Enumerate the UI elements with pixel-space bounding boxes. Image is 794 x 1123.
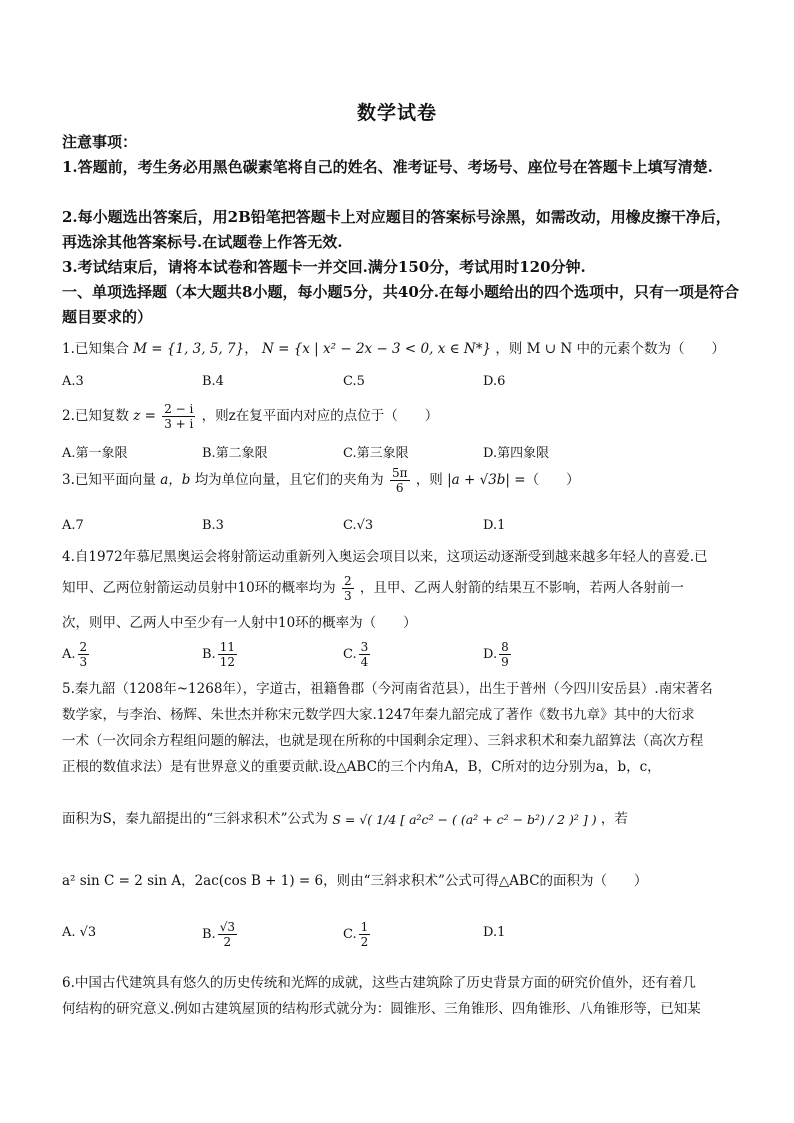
- q3-vectors: a，b: [160, 472, 191, 488]
- q4-option-a-num: 2: [79, 640, 88, 654]
- q5-formula: S = √( 1/4 [ a²c² − ( (a² + c² − b²) / 2 )² ] ): [332, 811, 597, 827]
- q3-pre: 3.已知平面向量: [62, 472, 156, 488]
- q5-option-b[interactable]: [202, 920, 239, 949]
- q6-line-1: 6.中国古代建筑具有悠久的历史传统和光辉的成就，这些古建筑除了历史背景方面的研究价值外，还有着几: [62, 975, 696, 991]
- q4-option-d-frac: [499, 640, 511, 669]
- q4-option-a-den: 3: [79, 655, 88, 669]
- q5-option-d[interactable]: D.1: [483, 925, 506, 940]
- q4-option-d-label: D.: [483, 647, 498, 662]
- q4-option-b-frac: [218, 640, 237, 669]
- q5-option-c-num: 1: [360, 920, 369, 934]
- notice-item-3: 3.考试结束后，请将本试卷和答题卡一并交回.满分150分，考试用时120分钟.: [62, 258, 586, 276]
- q4-option-c-num: 3: [360, 640, 369, 654]
- q5-option-c-label: C.: [343, 927, 357, 942]
- q4-numerator: 2: [343, 574, 352, 588]
- q5-option-c-frac: [359, 920, 371, 949]
- q3-option-c[interactable]: C.√3: [343, 518, 374, 533]
- q5-line-6: a² sin C = 2 sin A，2ac(cos B + 1) = 6，则由“三斜求积术”公式可得△ABC的面积为（ ）: [62, 873, 648, 889]
- q4-option-b[interactable]: [202, 640, 239, 669]
- q5-option-c[interactable]: [343, 920, 372, 949]
- q4-option-b-num: 11: [219, 640, 235, 654]
- q5-line-5-post: ，若: [600, 811, 628, 827]
- q5-line-1: 5.秦九韶（1208年~1268年），字道古，祖籍鲁郡（今河南省范县），出生于普州（今四川安岳县）.南宋著名: [62, 681, 713, 697]
- q4-option-a-label: A.: [62, 647, 76, 662]
- q2-pre: 2.已知复数: [62, 408, 129, 424]
- notice-item-1: 1.答题前，考生务必用黑色碳素笔将自己的姓名、准考证号、考场号、座位号在答题卡上填写清楚.: [62, 158, 713, 176]
- q5-option-b-num: √3: [219, 920, 235, 934]
- q5-option-b-den: 2: [223, 935, 232, 949]
- q2-denominator: 3 + i: [164, 417, 194, 431]
- q4-option-c-label: C.: [343, 647, 357, 662]
- q4-option-a-frac: [78, 640, 90, 669]
- q1-option-c[interactable]: C.5: [343, 374, 365, 389]
- q4-option-b-label: B.: [202, 647, 216, 662]
- q1-post: ，则 M ∪ N 中的元素个数为（ ）: [495, 341, 725, 357]
- q4-option-c[interactable]: [343, 640, 372, 669]
- q4-line-2: [62, 574, 742, 603]
- q4-fraction: [342, 574, 354, 603]
- q2-option-a[interactable]: A.第一象限: [62, 446, 128, 461]
- q5-line-4: 正根的数值求法）是有世界意义的重要贡献.设△ABC的三个内角A，B，C所对的边分别为a，b，c，: [62, 759, 661, 775]
- q2-option-d[interactable]: D.第四象限: [483, 446, 550, 461]
- q3-mid: 均为单位向量，且它们的夹角为: [194, 472, 384, 488]
- q3-option-a[interactable]: A.7: [62, 518, 84, 533]
- q1-set-n: N = {x | x² − 2x − 3 < 0, x ∈ N*}: [261, 341, 492, 357]
- q3-expression: |a + √3b|: [447, 472, 510, 488]
- q5-line-3: 一术（一次同余方程组问题的解法，也就是现在所称的中国剩余定理）、三斜求积术和秦九韶算法（高次方程: [62, 733, 704, 749]
- q2-option-c[interactable]: C.第三象限: [343, 446, 409, 461]
- q2-z: z =: [133, 408, 156, 424]
- q3-post: ，则: [415, 472, 443, 488]
- q4-line-3: 次，则甲、乙两人中至少有一人射中10环的概率为（ ）: [62, 615, 417, 631]
- q4-option-b-den: 12: [219, 655, 235, 669]
- q4-option-d-num: 8: [501, 640, 509, 654]
- q1-option-a[interactable]: A.3: [62, 374, 84, 389]
- question-1: 1.已知集合 M = {1, 3, 5, 7}， N = {x | x² − 2x − 3 < 0, x ∈ N*} ，则 M ∪ N 中的元素个数为（ ）: [62, 341, 725, 357]
- notice-item-2: 2.每小题选出答案后，用2B铅笔把答题卡上对应题目的答案标号涂黑，如需改动，用橡皮擦干净后，再选涂其他答案标号.在试题卷上作答无效.: [62, 208, 731, 251]
- q5-option-a[interactable]: A. √3: [62, 925, 97, 940]
- q5-option-b-frac: [218, 920, 237, 949]
- q4-option-d-den: 9: [501, 655, 509, 669]
- page-title: 数学试卷: [356, 102, 437, 124]
- q4-option-c-den: 4: [360, 655, 369, 669]
- q4-line-2-post: ，且甲、乙两人射箭的结果互不影响，若两人各射前一: [359, 580, 684, 596]
- q2-numerator: 2 − i: [164, 402, 194, 416]
- q4-option-d[interactable]: [483, 640, 513, 669]
- q2-fraction: [162, 402, 195, 431]
- q1-pre: 1.已知集合: [62, 341, 129, 357]
- q5-line-5-pre: 面积为S，秦九韶提出的“三斜求积术”公式为: [62, 811, 329, 827]
- q4-denominator: 3: [343, 589, 352, 603]
- q6-line-2: 何结构的研究意义.例如古建筑屋顶的结构形式就分为：圆锥形、三角锥形、四角锥形、八角锥形等，已知某: [62, 1001, 701, 1017]
- q3-fraction: [390, 466, 410, 495]
- notice-heading: 注意事项：: [62, 133, 138, 151]
- question-2: [62, 402, 742, 431]
- q3-denominator: 6: [395, 481, 404, 495]
- q1-option-b[interactable]: B.4: [202, 374, 224, 389]
- q4-option-a[interactable]: [62, 640, 91, 669]
- q3-option-d[interactable]: D.1: [483, 518, 506, 533]
- q1-set-m: M = {1, 3, 5, 7}: [133, 341, 245, 357]
- q2-option-b[interactable]: B.第二象限: [202, 446, 268, 461]
- q2-post: ，则z在复平面内对应的点位于（ ）: [201, 408, 439, 424]
- q3-numerator: 5π: [391, 466, 408, 480]
- q3-option-b[interactable]: B.3: [202, 518, 224, 533]
- q1-option-d[interactable]: D.6: [483, 374, 506, 389]
- q5-option-b-label: B.: [202, 927, 216, 942]
- q5-option-c-den: 2: [360, 935, 369, 949]
- question-3: [62, 466, 742, 495]
- q4-line-2-pre: 知甲、乙两位射箭运动员射中10环的概率均为: [62, 580, 336, 596]
- section-heading: 一、单项选择题（本大题共8小题，每小题5分，共40分.在每小题给出的四个选项中，只有一项是符合题目要求的）: [62, 283, 739, 326]
- q5-line-2: 数学家，与李治、杨辉、朱世杰并称宋元数学四大家.1247年秦九韶完成了著作《数书九章》其中的大衍求: [62, 707, 695, 723]
- q5-line-5: [62, 806, 742, 833]
- q3-tail: =（ ）: [514, 472, 580, 488]
- q4-line-1: 4.自1972年慕尼黑奥运会将射箭运动重新列入奥运会项目以来，这项运动逐渐受到越来越多年轻人的喜爱.已: [62, 549, 708, 565]
- q4-option-c-frac: [359, 640, 371, 669]
